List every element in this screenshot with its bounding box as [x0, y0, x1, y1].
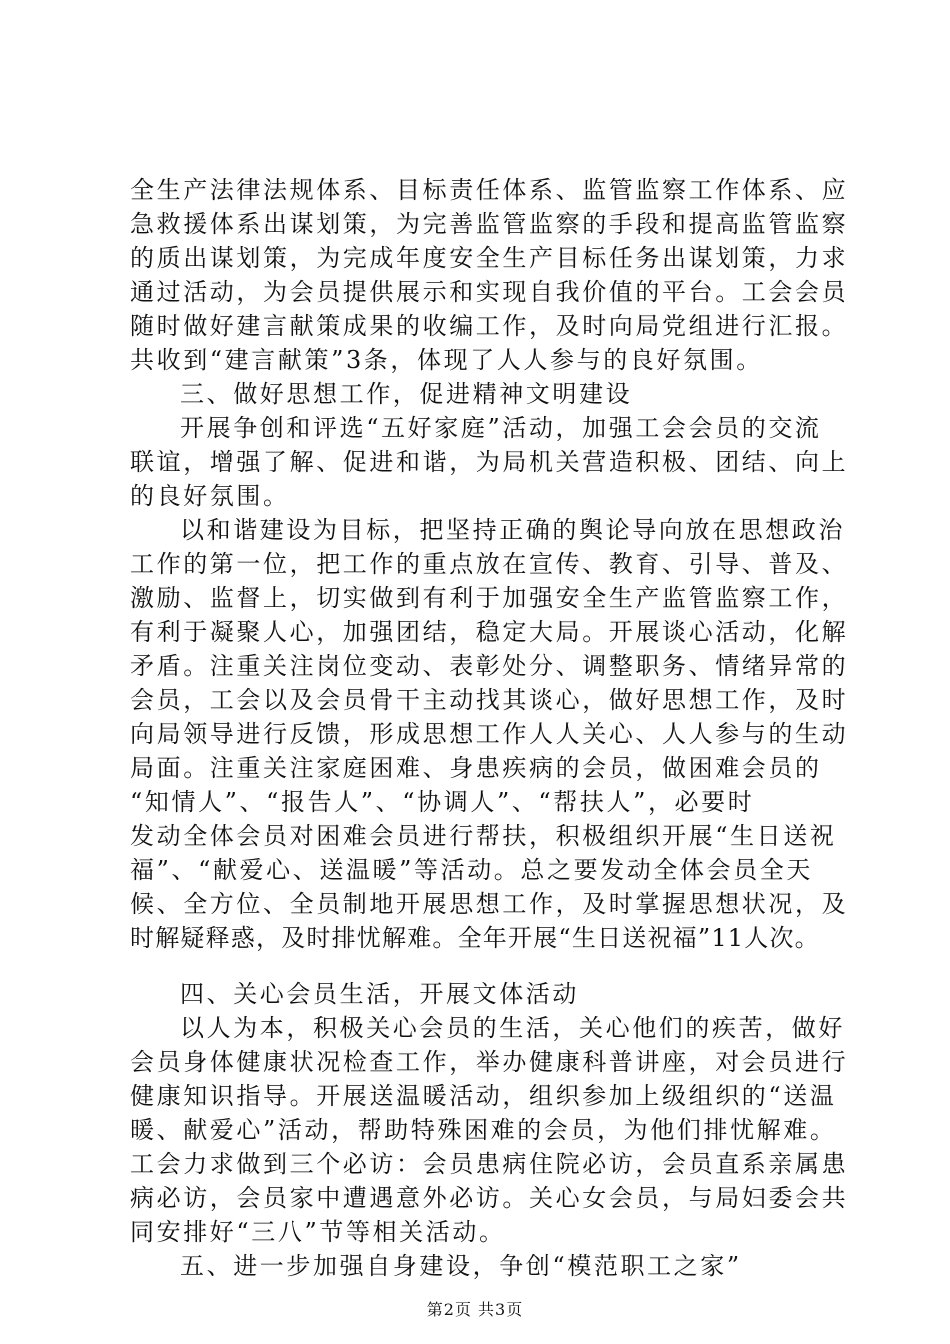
- section-heading-5: 五、进一步加强自身建设，争创“模范职工之家”: [180, 1252, 742, 1280]
- body-line: 随时做好建言献策成果的收编工作，及时向局党组进行汇报。: [130, 312, 849, 340]
- body-line: 会员身体健康状况检查工作，举办健康科普讲座，对会员进行: [130, 1048, 849, 1076]
- body-line: 工会力求做到三个必访：会员患病住院必访，会员直系亲属患: [130, 1150, 849, 1178]
- body-line: 急救援体系出谋划策，为完善监管监察的手段和提高监管监察: [130, 210, 849, 238]
- body-line: 的质出谋划策，为完成年度安全生产目标任务出谋划策，力求: [130, 244, 849, 272]
- body-line: 的良好氛围。: [130, 482, 290, 510]
- page-footer: 第2页 共3页: [426, 1300, 524, 1319]
- body-line: 共收到“建言献策”3条，体现了人人参与的良好氛围。: [130, 346, 763, 374]
- body-line: 时解疑释惑，及时排忧解难。全年开展“生日送祝福”11人次。: [130, 924, 820, 952]
- body-line: 局面。注重关注家庭困难、身患疾病的会员，做困难会员的: [130, 754, 822, 782]
- body-line: 候、全方位、全员制地开展思想工作，及时掌握思想状况，及: [130, 890, 849, 918]
- body-line: 向局领导进行反馈，形成思想工作人人关心、人人参与的生动: [130, 720, 849, 748]
- body-line: 全生产法律法规体系、目标责任体系、监管监察工作体系、应: [130, 176, 849, 204]
- body-line: 福”、“献爱心、送温暖”等活动。总之要发动全体会员全天: [130, 856, 814, 884]
- body-line: 发动全体会员对困难会员进行帮扶，积极组织开展“生日送祝: [130, 822, 837, 850]
- body-line: 会员，工会以及会员骨干主动找其谈心，做好思想工作，及时: [130, 686, 849, 714]
- body-line: 联谊，增强了解、促进和谐，为局机关营造积极、团结、向上: [130, 448, 849, 476]
- body-line: 同安排好“三八”节等相关活动。: [130, 1218, 506, 1246]
- body-line: 通过活动，为会员提供展示和实现自我价值的平台。工会会员: [130, 278, 849, 306]
- section-heading-4: 四、关心会员生活，开展文体活动: [180, 980, 579, 1008]
- body-line: 矛盾。注重关注岗位变动、表彰处分、调整职务、情绪异常的: [130, 652, 849, 680]
- body-line: 有利于凝聚人心，加强团结，稳定大局。开展谈心活动，化解: [130, 618, 849, 646]
- body-line: 暖、献爱心”活动，帮助特殊困难的会员，为他们排忧解难。: [130, 1116, 837, 1144]
- body-line: 健康知识指导。开展送温暖活动，组织参加上级组织的“送温: [130, 1082, 837, 1110]
- body-line: 开展争创和评选“五好家庭”活动，加强工会会员的交流: [180, 414, 822, 442]
- body-line: 激励、监督上，切实做到有利于加强安全生产监管监察工作，: [130, 584, 849, 612]
- body-line: 工作的第一位，把工作的重点放在宣传、教育、引导、普及、: [130, 550, 849, 578]
- body-line: 以人为本，积极关心会员的生活，关心他们的疾苦，做好: [180, 1014, 845, 1042]
- section-heading-3: 三、做好思想工作，促进精神文明建设: [180, 380, 633, 408]
- body-line: 以和谐建设为目标，把坚持正确的舆论导向放在思想政治: [180, 516, 845, 544]
- body-line: “知情人”、“报告人”、“协调人”、“帮扶人”，必要时: [130, 788, 755, 816]
- body-line: 病必访，会员家中遭遇意外必访。关心女会员，与局妇委会共: [130, 1184, 849, 1212]
